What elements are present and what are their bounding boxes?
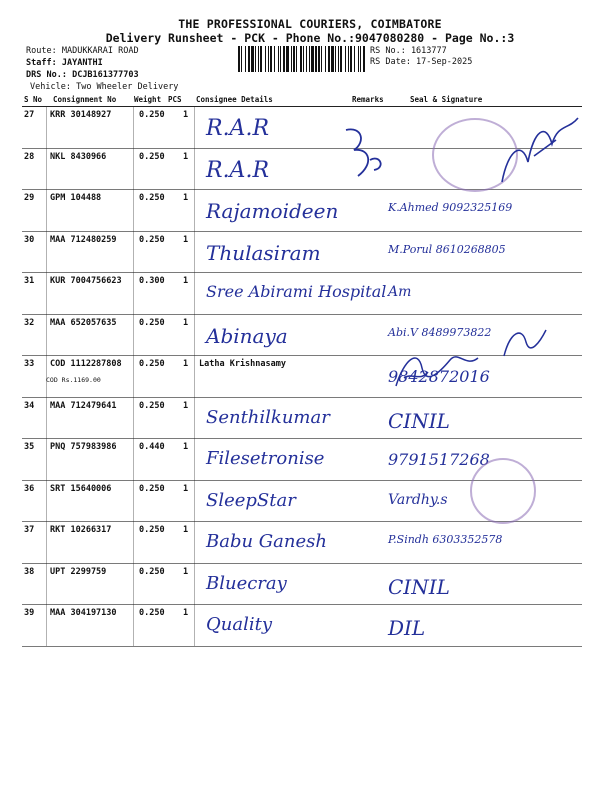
- row-weight: 0.300: [139, 276, 165, 286]
- barcode-bar: [340, 46, 342, 72]
- barcode-bar: [315, 46, 317, 72]
- barcode-bar: [354, 46, 355, 72]
- col-pcs: PCS: [168, 95, 182, 104]
- barcode-bar: [345, 46, 346, 72]
- row-weight: 0.250: [139, 110, 165, 120]
- vehicle-line: [30, 82, 178, 92]
- row-pcs: 1: [183, 276, 189, 286]
- barcode-bar: [260, 46, 262, 72]
- row-pcs: 1: [183, 525, 189, 535]
- row-divider: [22, 397, 582, 398]
- row-sno: 30: [24, 234, 35, 245]
- barcode-bar: [311, 46, 314, 72]
- staff-value: JAYANTHI: [61, 58, 103, 68]
- barcode-bar: [363, 46, 365, 72]
- header-subtitle: Delivery Runsheet - PCK - Phone No.:9047080280 - Page No.:3: [105, 31, 515, 45]
- barcode-bar: [258, 46, 259, 72]
- row-weight: 0.440: [139, 442, 165, 452]
- row-weight: 0.250: [139, 483, 165, 494]
- seal-stamp-icon: [470, 458, 536, 524]
- row-consignment: MAA 652057635: [50, 317, 117, 328]
- row-weight: 0.250: [139, 525, 165, 535]
- signature-icon: [500, 322, 550, 362]
- row-sno: 32: [24, 317, 35, 328]
- row-cod-amount: COD Rs.1169.00: [46, 376, 101, 384]
- barcode-bar: [283, 46, 285, 72]
- row-divider: [22, 604, 582, 605]
- row-pcs: 1: [183, 359, 189, 369]
- handwritten-consignee: Abinaya: [206, 323, 288, 348]
- staff-label: Staff:: [26, 58, 57, 68]
- row-sno: 37: [24, 525, 35, 535]
- vehicle-label: Vehicle:: [30, 82, 71, 92]
- row-consignee: Latha Krishnasamy: [199, 359, 286, 369]
- row-consignment: NKL 8430966: [50, 151, 107, 162]
- barcode-bar: [325, 46, 326, 72]
- handwritten-remark: CINIL: [388, 574, 450, 599]
- col-weight: Weight: [134, 95, 162, 104]
- row-pcs: 1: [183, 234, 189, 245]
- handwritten-remark: Abi.V 8489973822: [388, 325, 492, 339]
- handwritten-consignee: R.A.R: [206, 157, 270, 183]
- col-consignment: Consignment No: [53, 95, 117, 104]
- handwritten-consignee: Thulasiram: [206, 240, 321, 265]
- barcode-bar: [350, 46, 352, 72]
- row-consignment: MAA 304197130: [50, 608, 117, 618]
- handwritten-consignee: R.A.R: [206, 116, 270, 141]
- barcode-bar: [248, 46, 250, 72]
- header-rule: [22, 106, 582, 107]
- row-divider: [22, 355, 582, 356]
- col-divider: [46, 106, 47, 646]
- row-consignment: KRR 30148927: [50, 110, 112, 120]
- row-sno: 29: [24, 193, 35, 203]
- col-consignee: Consignee Details: [196, 95, 273, 104]
- barcode-bar: [274, 46, 275, 72]
- handwritten-consignee: Bluecray: [206, 572, 287, 594]
- handwritten-consignee: SleepStar: [206, 489, 296, 511]
- row-sno: 28: [24, 151, 35, 162]
- barcode-bar: [360, 46, 361, 72]
- handwritten-consignee: Senthilkumar: [206, 406, 330, 428]
- handwritten-remark: K.Ahmed 9092325169: [388, 201, 513, 214]
- row-pcs: 1: [183, 400, 189, 411]
- row-pcs: 1: [183, 110, 189, 120]
- row-weight: 0.250: [139, 151, 165, 162]
- drs-label: DRS No.:: [26, 70, 67, 80]
- barcode-bar: [291, 46, 292, 72]
- barcode-bar: [245, 46, 246, 72]
- row-divider: [22, 563, 582, 564]
- row-sno: 39: [24, 608, 35, 618]
- row-consignment: MAA 712479641: [50, 400, 117, 411]
- row-consignment: RKT 10266317: [50, 525, 112, 535]
- row-sno: 36: [24, 483, 35, 494]
- barcode-bar: [303, 46, 304, 72]
- barcode-bar: [331, 46, 334, 72]
- signature-icon: [392, 342, 482, 392]
- barcode-bar: [270, 46, 272, 72]
- route-value: MADUKKARAI ROAD: [61, 46, 139, 56]
- header-title: THE PROFESSIONAL COURIERS, COIMBATORE: [178, 17, 442, 31]
- barcode-bar: [286, 46, 289, 72]
- row-divider: [22, 231, 582, 232]
- row-pcs: 1: [183, 566, 189, 577]
- drs-line: [26, 70, 139, 80]
- barcode-icon: [238, 46, 366, 72]
- barcode-bar: [328, 46, 330, 72]
- row-pcs: 1: [183, 193, 189, 203]
- row-sno: 38: [24, 566, 35, 577]
- barcode-bar: [338, 46, 339, 72]
- signature-icon: [494, 110, 584, 190]
- route-line: [26, 46, 139, 56]
- staff-line: [26, 58, 103, 68]
- barcode-bar: [293, 46, 295, 72]
- barcode-bar: [348, 46, 349, 72]
- handwritten-remark: DIL: [388, 616, 426, 640]
- row-weight: 0.250: [139, 400, 165, 411]
- row-consignment: MAA 712480259: [50, 234, 117, 245]
- col-divider: [133, 106, 134, 646]
- row-pcs: 1: [183, 151, 189, 162]
- barcode-bar: [300, 46, 302, 72]
- row-sno: 34: [24, 400, 35, 411]
- col-sno: S No: [24, 95, 43, 104]
- row-pcs: 1: [183, 608, 189, 618]
- row-divider: [22, 646, 582, 647]
- row-sno: 27: [24, 110, 35, 120]
- barcode-bar: [280, 46, 281, 72]
- row-pcs: 1: [183, 442, 189, 452]
- barcode-bar: [318, 46, 320, 72]
- handwritten-remark: Vardhy.s: [388, 491, 448, 508]
- barcode-bar: [278, 46, 279, 72]
- row-pcs: 1: [183, 483, 189, 494]
- row-consignment: PNQ 757983986: [50, 442, 117, 452]
- barcode-bar: [265, 46, 266, 72]
- vehicle-value: Two Wheeler Delivery: [76, 82, 179, 92]
- row-weight: 0.250: [139, 234, 165, 245]
- handwritten-remark: P.Sindh 6303352578: [388, 533, 503, 546]
- barcode-bar: [296, 46, 297, 72]
- handwritten-consignee: Quality: [206, 614, 272, 635]
- handwritten-remark: CINIL: [388, 408, 450, 433]
- barcode-bar: [335, 46, 336, 72]
- handwritten-remark: 9842872016: [388, 367, 490, 386]
- row-sno: 33: [24, 359, 35, 369]
- barcode-bar: [268, 46, 269, 72]
- rs-number: RS No.: 1613777: [370, 46, 447, 56]
- barcode-bar: [241, 46, 242, 72]
- row-consignment: COD 1112287808: [50, 359, 122, 369]
- row-divider: [22, 272, 582, 273]
- col-remarks: Remarks: [352, 95, 384, 104]
- col-divider: [194, 106, 195, 646]
- barcode-bar: [238, 46, 240, 72]
- handwritten-consignee: Filesetronise: [206, 448, 325, 469]
- barcode-bar: [358, 46, 359, 72]
- handwritten-remark: Am: [388, 284, 412, 300]
- row-consignment: GPM 104488: [50, 193, 102, 203]
- handwritten-consignee: Babu Ganesh: [206, 531, 327, 552]
- barcode-bar: [321, 46, 322, 72]
- row-sno: 35: [24, 442, 35, 452]
- drs-value: DCJB161377703: [72, 70, 139, 80]
- route-label: Route:: [26, 46, 57, 56]
- row-sno: 31: [24, 276, 35, 286]
- row-weight: 0.250: [139, 359, 165, 369]
- row-divider: [22, 438, 582, 439]
- rs-date: RS Date: 17-Sep-2025: [370, 57, 473, 67]
- barcode-bar: [251, 46, 254, 72]
- barcode-bar: [306, 46, 307, 72]
- row-weight: 0.250: [139, 566, 165, 577]
- handwritten-remark: M.Porul 8610268805: [388, 242, 506, 256]
- row-divider: [22, 314, 582, 315]
- row-weight: 0.250: [139, 317, 165, 328]
- row-consignment: UPT 2299759: [50, 566, 107, 577]
- signature-icon: [340, 124, 390, 184]
- handwritten-consignee: Rajamoideen: [206, 199, 339, 223]
- col-seal: Seal & Signature: [410, 95, 483, 104]
- row-weight: 0.250: [139, 608, 165, 618]
- row-consignment: KUR 7004756623: [50, 276, 122, 286]
- barcode-bar: [309, 46, 310, 72]
- row-consignment: SRT 15640006: [50, 483, 112, 494]
- row-weight: 0.250: [139, 193, 165, 203]
- barcode-bar: [255, 46, 256, 72]
- handwritten-remark: 9791517268: [388, 450, 490, 469]
- row-pcs: 1: [183, 317, 189, 328]
- handwritten-consignee: Sree Abirami Hospital: [206, 282, 387, 301]
